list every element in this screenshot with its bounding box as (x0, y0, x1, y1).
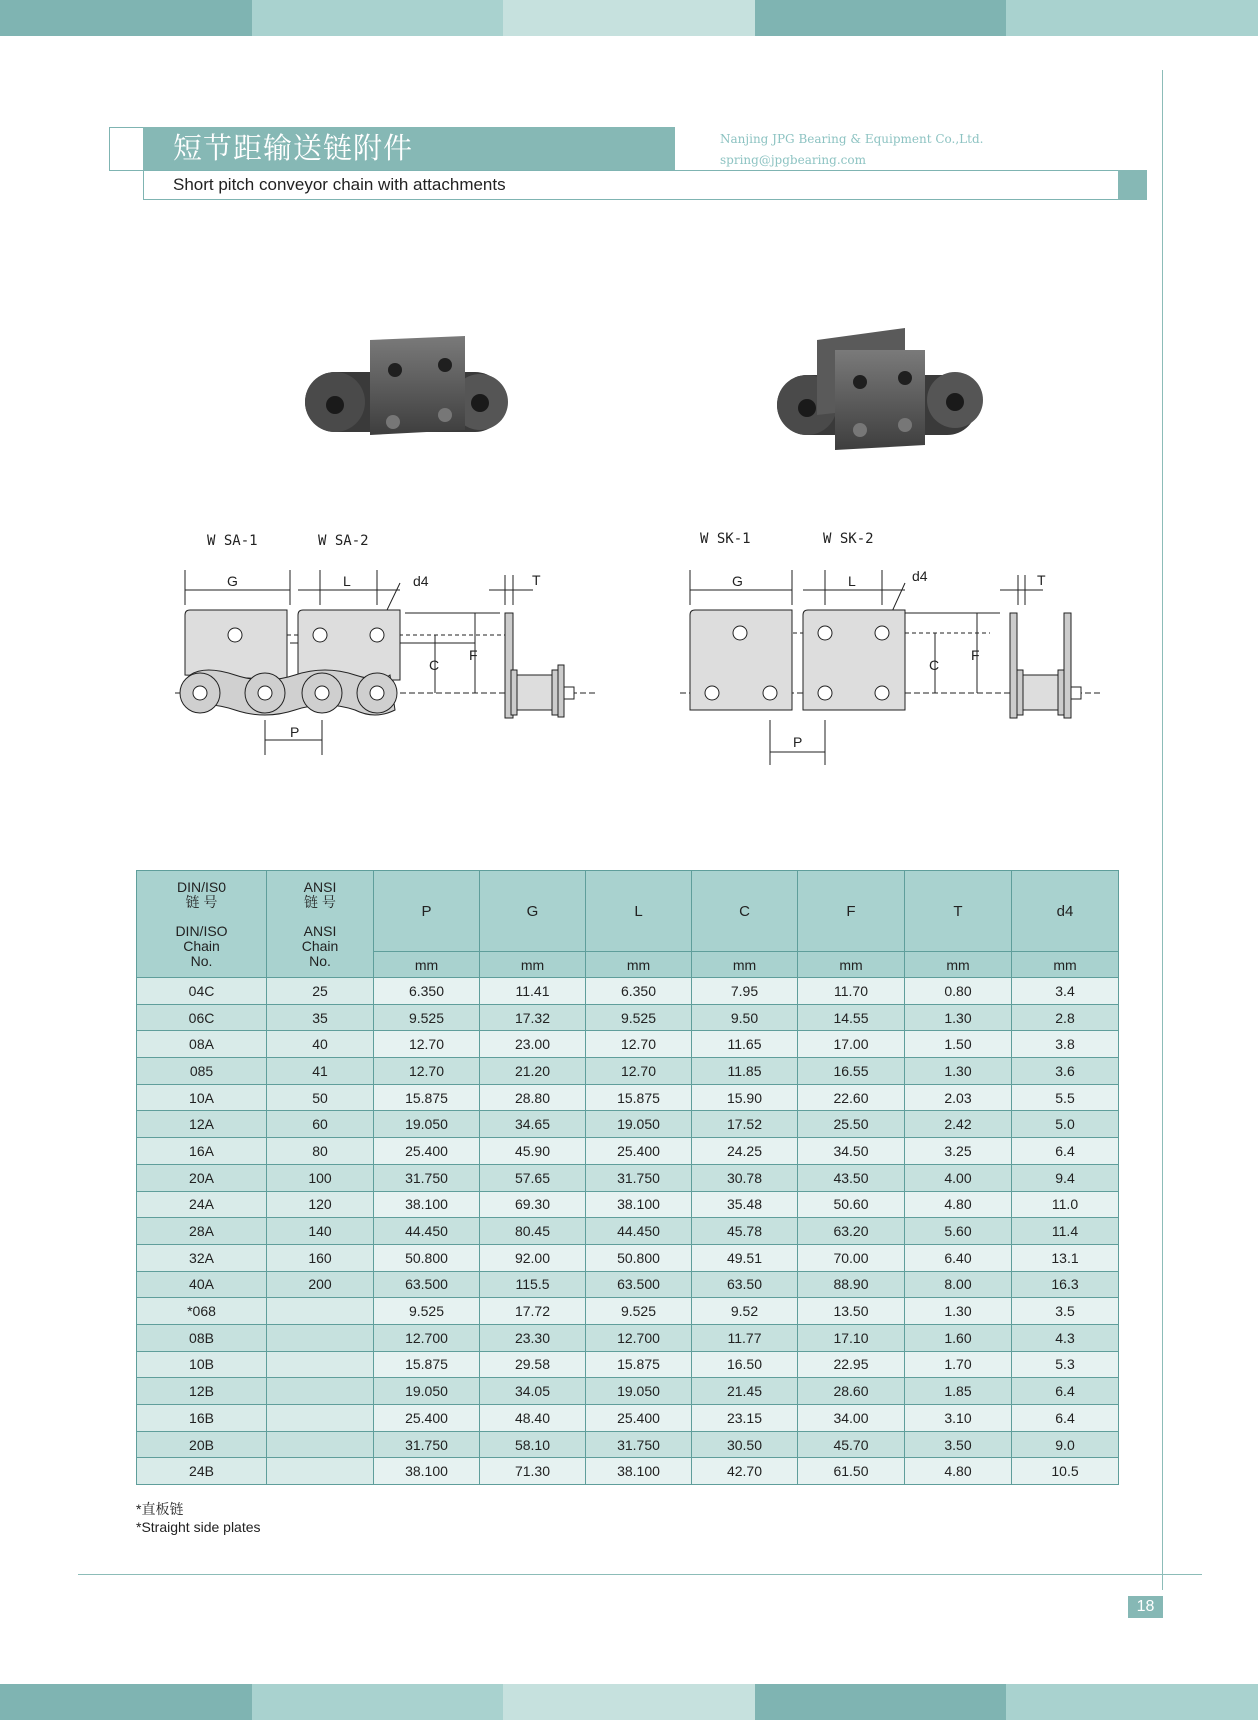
table-cell: 19.050 (586, 1378, 692, 1405)
table-cell: 40 (267, 1031, 374, 1058)
table-cell: 17.72 (480, 1298, 586, 1325)
table-cell: 15.875 (586, 1351, 692, 1378)
table-cell (267, 1405, 374, 1432)
table-cell: 5.0 (1012, 1111, 1119, 1138)
label-wsk2: W SK-2 (823, 531, 874, 547)
table-cell: 140 (267, 1218, 374, 1245)
table-cell: 11.4 (1012, 1218, 1119, 1245)
unit-cell: mm (798, 952, 905, 978)
unit-cell: mm (586, 952, 692, 978)
table-cell: 63.20 (798, 1218, 905, 1245)
table-cell: 12.700 (374, 1324, 480, 1351)
table-cell: 12.700 (586, 1324, 692, 1351)
table-cell: 25.400 (374, 1138, 480, 1165)
table-cell: 11.77 (692, 1324, 798, 1351)
unit-cell: mm (692, 952, 798, 978)
table-row (137, 1004, 1119, 1031)
dim-p-2: P (793, 734, 803, 750)
table-cell: 5.3 (1012, 1351, 1119, 1378)
table-cell: 10B (137, 1351, 267, 1378)
table-cell: 71.30 (480, 1458, 586, 1485)
header-tab (1118, 170, 1147, 200)
page-number: 18 (1128, 1596, 1163, 1618)
table-cell: 7.95 (692, 978, 798, 1005)
table-cell: 11.0 (1012, 1191, 1119, 1218)
table-cell (267, 1378, 374, 1405)
table-cell: 31.750 (586, 1431, 692, 1458)
bottom-color-band (0, 1684, 1258, 1720)
table-cell: 23.15 (692, 1405, 798, 1432)
table-cell: 38.100 (586, 1458, 692, 1485)
table-cell: 24A (137, 1191, 267, 1218)
table-cell: 38.100 (374, 1458, 480, 1485)
table-cell: 4.00 (905, 1164, 1012, 1191)
table-cell: 22.95 (798, 1351, 905, 1378)
table-cell: 45.90 (480, 1138, 586, 1165)
dim-c: C (429, 657, 440, 673)
table-row (137, 1351, 1119, 1378)
table-cell: 15.875 (374, 1351, 480, 1378)
table-cell: 3.25 (905, 1138, 1012, 1165)
table-cell: 19.050 (374, 1378, 480, 1405)
dim-g-2: G (732, 573, 743, 589)
table-cell: 80.45 (480, 1218, 586, 1245)
chain-photo-sa (295, 330, 525, 470)
table-cell: 2.8 (1012, 1004, 1119, 1031)
table-cell: 9.4 (1012, 1164, 1119, 1191)
table-cell: 63.50 (692, 1271, 798, 1298)
table-row (137, 1298, 1119, 1325)
table-cell: 6.4 (1012, 1405, 1119, 1432)
table-cell: 16A (137, 1138, 267, 1165)
table-cell: 12A (137, 1111, 267, 1138)
table-cell: 80 (267, 1138, 374, 1165)
table-cell (267, 1431, 374, 1458)
table-row (137, 1458, 1119, 1485)
header-ansi: ANSI 链 号 ANSI Chain No. (267, 871, 374, 978)
table-cell: 28.80 (480, 1084, 586, 1111)
table-cell: 9.525 (374, 1004, 480, 1031)
unit-cell: mm (905, 952, 1012, 978)
table-cell: 16.3 (1012, 1271, 1119, 1298)
table-cell: 43.50 (798, 1164, 905, 1191)
table-row (137, 1431, 1119, 1458)
table-cell: 1.30 (905, 1058, 1012, 1085)
header-frame (109, 127, 144, 171)
footnote-en: *Straight side plates (136, 1519, 261, 1535)
dim-c-2: C (929, 657, 940, 673)
dim-g: G (227, 573, 238, 589)
table-cell: 45.70 (798, 1431, 905, 1458)
table-row (137, 1164, 1119, 1191)
header-l: L (586, 871, 692, 952)
table-cell: 16.50 (692, 1351, 798, 1378)
table-cell: 22.60 (798, 1084, 905, 1111)
table-cell: 31.750 (374, 1431, 480, 1458)
table-cell: 38.100 (586, 1191, 692, 1218)
table-cell: 08B (137, 1324, 267, 1351)
label-wsa2: W SA-2 (318, 533, 369, 549)
table-cell: 31.750 (374, 1164, 480, 1191)
table-cell: 2.42 (905, 1111, 1012, 1138)
label-wsk1: W SK-1 (700, 531, 751, 547)
table-cell: 50.60 (798, 1191, 905, 1218)
table-cell: 3.4 (1012, 978, 1119, 1005)
table-cell: 12.70 (374, 1058, 480, 1085)
table-cell: 085 (137, 1058, 267, 1085)
table-cell: 38.100 (374, 1191, 480, 1218)
table-cell: 34.05 (480, 1378, 586, 1405)
table-row (137, 1244, 1119, 1271)
table-cell: 15.875 (374, 1084, 480, 1111)
table-cell: 61.50 (798, 1458, 905, 1485)
table-cell: *068 (137, 1298, 267, 1325)
table-cell (267, 1458, 374, 1485)
header-d4: d4 (1012, 871, 1119, 952)
label-wsa1: W SA-1 (207, 533, 258, 549)
table-cell: 3.8 (1012, 1031, 1119, 1058)
table-cell: 2.03 (905, 1084, 1012, 1111)
table-cell: 13.50 (798, 1298, 905, 1325)
table-cell: 5.60 (905, 1218, 1012, 1245)
table-cell: 08A (137, 1031, 267, 1058)
table-cell: 8.00 (905, 1271, 1012, 1298)
table-cell: 34.00 (798, 1405, 905, 1432)
table-cell: 200 (267, 1271, 374, 1298)
table-cell: 3.5 (1012, 1298, 1119, 1325)
table-row (137, 1271, 1119, 1298)
table-cell: 11.85 (692, 1058, 798, 1085)
dim-p: P (290, 724, 300, 740)
table-cell: 34.50 (798, 1138, 905, 1165)
header-din: DIN/IS0 链 号 DIN/ISO Chain No. (137, 871, 267, 978)
drawing-wsk (680, 525, 1100, 765)
table-cell: 57.65 (480, 1164, 586, 1191)
table-cell: 17.52 (692, 1111, 798, 1138)
company-name: Nanjing JPG Bearing & Equipment Co.,Ltd. (720, 132, 984, 146)
table-cell: 35.48 (692, 1191, 798, 1218)
table-cell: 32A (137, 1244, 267, 1271)
dim-t-2: T (1037, 572, 1046, 588)
table-cell: 15.90 (692, 1084, 798, 1111)
chain-photo-sk (765, 320, 995, 470)
table-cell: 41 (267, 1058, 374, 1085)
table-cell: 1.85 (905, 1378, 1012, 1405)
table-cell: 44.450 (374, 1218, 480, 1245)
table-cell: 9.525 (586, 1004, 692, 1031)
table-cell: 23.00 (480, 1031, 586, 1058)
table-cell: 44.450 (586, 1218, 692, 1245)
header-f: F (798, 871, 905, 952)
table-cell: 9.50 (692, 1004, 798, 1031)
table-cell: 21.45 (692, 1378, 798, 1405)
table-cell: 16B (137, 1405, 267, 1432)
table-cell: 1.30 (905, 1004, 1012, 1031)
table-cell: 58.10 (480, 1431, 586, 1458)
table-cell: 3.6 (1012, 1058, 1119, 1085)
table-cell: 3.50 (905, 1431, 1012, 1458)
table-row (137, 1058, 1119, 1085)
header-g: G (480, 871, 586, 952)
table-row (137, 1138, 1119, 1165)
dim-f-2: F (971, 647, 980, 663)
table-cell: 1.50 (905, 1031, 1012, 1058)
table-cell: 70.00 (798, 1244, 905, 1271)
table-cell: 50.800 (586, 1244, 692, 1271)
table-cell: 25.400 (586, 1405, 692, 1432)
drawing-wsa (175, 525, 595, 765)
table-cell: 6.4 (1012, 1378, 1119, 1405)
table-cell: 115.5 (480, 1271, 586, 1298)
table-cell: 50 (267, 1084, 374, 1111)
table-cell: 12.70 (586, 1058, 692, 1085)
table-cell: 23.30 (480, 1324, 586, 1351)
table-row (137, 1111, 1119, 1138)
dim-d4-2: d4 (912, 568, 928, 584)
table-row (137, 1084, 1119, 1111)
dim-f: F (469, 647, 478, 663)
table-cell: 35 (267, 1004, 374, 1031)
spec-table (136, 870, 1119, 1485)
header-c: C (692, 871, 798, 952)
table-cell: 63.500 (586, 1271, 692, 1298)
table-cell: 60 (267, 1111, 374, 1138)
spec-table-body (137, 978, 1119, 1485)
table-cell: 12.70 (374, 1031, 480, 1058)
table-cell: 16.55 (798, 1058, 905, 1085)
table-cell: 11.65 (692, 1031, 798, 1058)
table-cell: 15.875 (586, 1084, 692, 1111)
table-cell: 11.41 (480, 978, 586, 1005)
table-cell: 88.90 (798, 1271, 905, 1298)
table-cell: 4.80 (905, 1191, 1012, 1218)
table-cell: 160 (267, 1244, 374, 1271)
unit-cell: mm (480, 952, 586, 978)
table-cell: 21.20 (480, 1058, 586, 1085)
table-cell: 120 (267, 1191, 374, 1218)
table-cell: 06C (137, 1004, 267, 1031)
dim-d4: d4 (413, 573, 429, 589)
table-cell: 48.40 (480, 1405, 586, 1432)
table-cell: 63.500 (374, 1271, 480, 1298)
header-t: T (905, 871, 1012, 952)
table-cell: 25.400 (586, 1138, 692, 1165)
table-cell: 12B (137, 1378, 267, 1405)
table-cell: 50.800 (374, 1244, 480, 1271)
table-cell: 1.30 (905, 1298, 1012, 1325)
table-cell: 17.32 (480, 1004, 586, 1031)
table-cell: 20A (137, 1164, 267, 1191)
table-row (137, 1191, 1119, 1218)
table-cell: 6.350 (374, 978, 480, 1005)
table-cell: 13.1 (1012, 1244, 1119, 1271)
table-cell: 19.050 (374, 1111, 480, 1138)
company-email: spring@jpgbearing.com (720, 153, 866, 167)
table-cell (267, 1324, 374, 1351)
table-cell: 04C (137, 978, 267, 1005)
table-cell: 1.70 (905, 1351, 1012, 1378)
table-cell: 11.70 (798, 978, 905, 1005)
table-row (137, 1405, 1119, 1432)
table-cell: 34.65 (480, 1111, 586, 1138)
table-cell: 69.30 (480, 1191, 586, 1218)
table-cell: 25 (267, 978, 374, 1005)
table-cell (267, 1298, 374, 1325)
table-cell: 49.51 (692, 1244, 798, 1271)
dim-l-2: L (848, 573, 856, 589)
table-row (137, 978, 1119, 1005)
unit-cell: mm (1012, 952, 1119, 978)
table-cell: 3.10 (905, 1405, 1012, 1432)
footnote-cn: *直板链 (136, 1501, 184, 1517)
header-p: P (374, 871, 480, 952)
table-cell: 92.00 (480, 1244, 586, 1271)
table-cell: 40A (137, 1271, 267, 1298)
table-cell: 9.0 (1012, 1431, 1119, 1458)
table-cell: 4.3 (1012, 1324, 1119, 1351)
table-cell: 45.78 (692, 1218, 798, 1245)
table-cell: 30.78 (692, 1164, 798, 1191)
footnote (136, 1500, 261, 1536)
table-row (137, 1218, 1119, 1245)
table-cell: 24B (137, 1458, 267, 1485)
table-cell: 20B (137, 1431, 267, 1458)
table-cell: 6.350 (586, 978, 692, 1005)
right-vertical-rule (1162, 70, 1163, 1590)
table-cell: 5.5 (1012, 1084, 1119, 1111)
table-cell: 9.525 (374, 1298, 480, 1325)
table-cell: 28A (137, 1218, 267, 1245)
table-cell: 42.70 (692, 1458, 798, 1485)
top-color-band (0, 0, 1258, 36)
table-row (137, 1378, 1119, 1405)
table-cell: 12.70 (586, 1031, 692, 1058)
table-cell: 6.40 (905, 1244, 1012, 1271)
dim-t: T (532, 572, 541, 588)
table-cell: 14.55 (798, 1004, 905, 1031)
table-row (137, 1031, 1119, 1058)
table-cell: 30.50 (692, 1431, 798, 1458)
table-cell: 25.50 (798, 1111, 905, 1138)
table-cell: 28.60 (798, 1378, 905, 1405)
footer-rule (78, 1574, 1202, 1575)
table-cell: 24.25 (692, 1138, 798, 1165)
table-cell: 17.10 (798, 1324, 905, 1351)
table-row (137, 1324, 1119, 1351)
table-cell: 29.58 (480, 1351, 586, 1378)
table-cell: 1.60 (905, 1324, 1012, 1351)
table-cell: 25.400 (374, 1405, 480, 1432)
table-cell: 10.5 (1012, 1458, 1119, 1485)
company-info (720, 129, 983, 171)
table-cell: 0.80 (905, 978, 1012, 1005)
table-cell: 17.00 (798, 1031, 905, 1058)
table-cell: 9.52 (692, 1298, 798, 1325)
title-english: Short pitch conveyor chain with attachments (143, 170, 1147, 200)
table-cell: 100 (267, 1164, 374, 1191)
table-cell: 9.525 (586, 1298, 692, 1325)
table-cell: 31.750 (586, 1164, 692, 1191)
table-cell: 10A (137, 1084, 267, 1111)
title-chinese: 短节距输送链附件 (143, 127, 675, 170)
table-cell: 19.050 (586, 1111, 692, 1138)
unit-cell: mm (374, 952, 480, 978)
dim-l: L (343, 573, 351, 589)
table-cell: 6.4 (1012, 1138, 1119, 1165)
table-cell: 4.80 (905, 1458, 1012, 1485)
table-cell (267, 1351, 374, 1378)
